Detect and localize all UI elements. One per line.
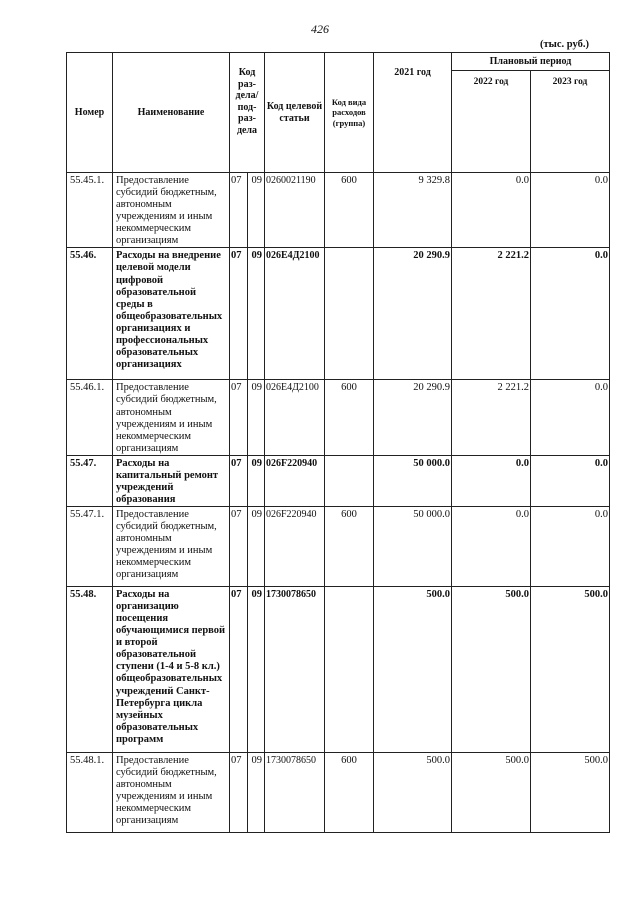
row-2021: 9 329.8 [374, 173, 452, 248]
table-body [67, 173, 610, 833]
row-name: Предоставление субсидий бюджетным, автономным учреждениям и иным некоммерческим организациям [113, 173, 230, 248]
row-name: Расходы на капитальный ремонт учреждений образования [113, 455, 230, 506]
row-expense: 600 [325, 173, 374, 248]
row-target: 1730078650 [265, 753, 325, 833]
row-2022: 0.0 [452, 173, 531, 248]
row-2023: 500.0 [531, 587, 610, 753]
row-section: 07 [230, 507, 248, 587]
header-number: Номер [67, 53, 113, 173]
row-target: 026F220940 [265, 455, 325, 506]
page-number: 426 [311, 22, 329, 36]
header-2023: 2023 год [531, 71, 610, 173]
row-2021: 500.0 [374, 587, 452, 753]
row-section: 07 [230, 455, 248, 506]
row-2023: 0.0 [531, 173, 610, 248]
row-name: Предоставление субсидий бюджетным, автономным учреждениям и иным некоммерческим организациям [113, 753, 230, 833]
header-target: Код целевой статьи [265, 53, 325, 173]
row-expense: 600 [325, 507, 374, 587]
row-subsection: 09 [248, 455, 265, 506]
row-number: 55.45.1. [67, 173, 113, 248]
row-subsection: 09 [248, 753, 265, 833]
row-2023: 0.0 [531, 248, 610, 380]
row-2023: 0.0 [531, 380, 610, 455]
row-name: Расходы на организацию посещения обучающимися первой и второй образовательной ступени (1-4 и 5-8 кл.) общеобразовательных учреждений Санкт-Петербурга цикла музейных образовательных программ [113, 587, 230, 753]
header-expense: Код вида расходов (группа) [325, 53, 374, 173]
row-subsection: 09 [248, 380, 265, 455]
row-2023: 0.0 [531, 507, 610, 587]
table-row [67, 173, 610, 248]
row-target: 0260021190 [265, 173, 325, 248]
row-2022: 500.0 [452, 753, 531, 833]
row-expense: 600 [325, 753, 374, 833]
row-subsection: 09 [248, 507, 265, 587]
header-name: Наименование [113, 53, 230, 173]
row-section: 07 [230, 587, 248, 753]
row-target: 026F220940 [265, 507, 325, 587]
table-row [67, 753, 610, 833]
table-row [67, 455, 610, 506]
row-subsection: 09 [248, 587, 265, 753]
row-section: 07 [230, 248, 248, 380]
row-2022: 500.0 [452, 587, 531, 753]
row-2021: 500.0 [374, 753, 452, 833]
unit-label: (тыс. руб.) [540, 39, 589, 50]
row-2021: 20 290.9 [374, 380, 452, 455]
budget-table [66, 52, 610, 833]
row-subsection: 09 [248, 173, 265, 248]
row-expense [325, 587, 374, 753]
row-2023: 0.0 [531, 455, 610, 506]
row-number: 55.46. [67, 248, 113, 380]
table-row [67, 587, 610, 753]
row-number: 55.48. [67, 587, 113, 753]
row-target: 026Е4Д2100 [265, 248, 325, 380]
row-name: Предоставление субсидий бюджетным, автономным учреждениям и иным некоммерческим организациям [113, 507, 230, 587]
row-number: 55.47.1. [67, 507, 113, 587]
row-2022: 0.0 [452, 455, 531, 506]
header-2022: 2022 год [452, 71, 531, 173]
row-name: Предоставление субсидий бюджетным, автономным учреждениям и иным некоммерческим организациям [113, 380, 230, 455]
row-2021: 50 000.0 [374, 455, 452, 506]
header-planned-period: Плановый период [452, 53, 610, 71]
header-2021: 2021 год [374, 53, 452, 173]
row-target: 026Е4Д2100 [265, 380, 325, 455]
row-2022: 2 221.2 [452, 248, 531, 380]
row-2023: 500.0 [531, 753, 610, 833]
row-section: 07 [230, 173, 248, 248]
row-section: 07 [230, 753, 248, 833]
row-2022: 2 221.2 [452, 380, 531, 455]
row-name: Расходы на внедрение целевой модели цифровой образовательной среды в общеобразовательных организациях и профессиональных образовательных организациях [113, 248, 230, 380]
header-section: Код раз-дела/ под-раз-дела [230, 53, 265, 173]
row-target: 1730078650 [265, 587, 325, 753]
row-expense [325, 248, 374, 380]
row-2022: 0.0 [452, 507, 531, 587]
row-2021: 50 000.0 [374, 507, 452, 587]
row-expense [325, 455, 374, 506]
row-number: 55.48.1. [67, 753, 113, 833]
table-row [67, 248, 610, 380]
row-section: 07 [230, 380, 248, 455]
row-number: 55.47. [67, 455, 113, 506]
table-row [67, 380, 610, 455]
row-subsection: 09 [248, 248, 265, 380]
row-expense: 600 [325, 380, 374, 455]
row-2021: 20 290.9 [374, 248, 452, 380]
row-number: 55.46.1. [67, 380, 113, 455]
table-row [67, 507, 610, 587]
